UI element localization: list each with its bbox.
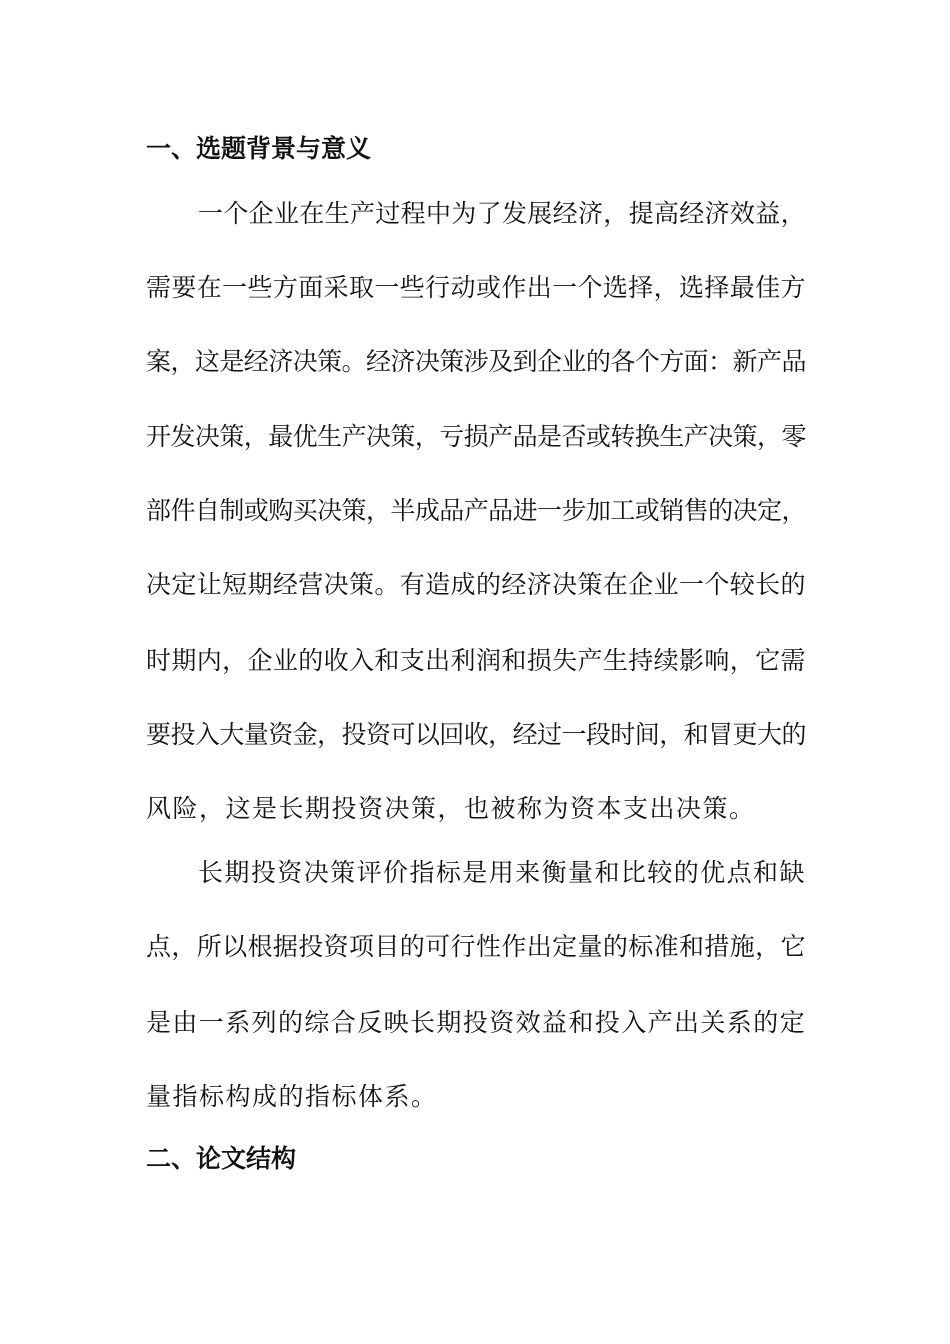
paragraph-line: 风险，这是长期投资决策，也被称为资本支出决策。: [146, 794, 756, 823]
paragraph-line: 点，所以根据投资项目的可行性作出定量的标准和措施，它: [146, 932, 806, 961]
section-heading-background: 一、选题背景与意义: [146, 134, 372, 163]
paragraph-line: 时期内，企业的收入和支出利润和损失产生持续影响，它需: [146, 646, 806, 675]
paragraph-line: 开发决策，最优生产决策，亏损产品是否或转换生产决策，零: [146, 422, 806, 451]
paragraph-line: 部件自制或购买决策，半成品产品进一步加工或销售的决定，: [146, 496, 806, 525]
paragraph-line: 量指标构成的指标体系。: [146, 1082, 438, 1111]
section-heading-structure: 二、论文结构: [146, 1144, 297, 1173]
paragraph-line: 长期投资决策评价指标是用来衡量和比较的优点和缺: [198, 858, 806, 887]
paragraph-line: 是由一系列的综合反映长期投资效益和投入产出关系的定: [146, 1008, 807, 1037]
paragraph-line: 决定让短期经营决策。有造成的经济决策在企业一个较长的: [146, 570, 806, 599]
paragraph-line: 要投入大量资金，投资可以回收，经过一段时间，和冒更大的: [146, 720, 806, 749]
paragraph-line: 需要在一些方面采取一些行动或作出一个选择，选择最佳方: [146, 273, 806, 302]
paragraph-line: 一个企业在生产过程中为了发展经济，提高经济效益，: [198, 199, 806, 228]
paragraph-line: 案，这是经济决策。经济决策涉及到企业的各个方面：新产品: [146, 347, 806, 376]
